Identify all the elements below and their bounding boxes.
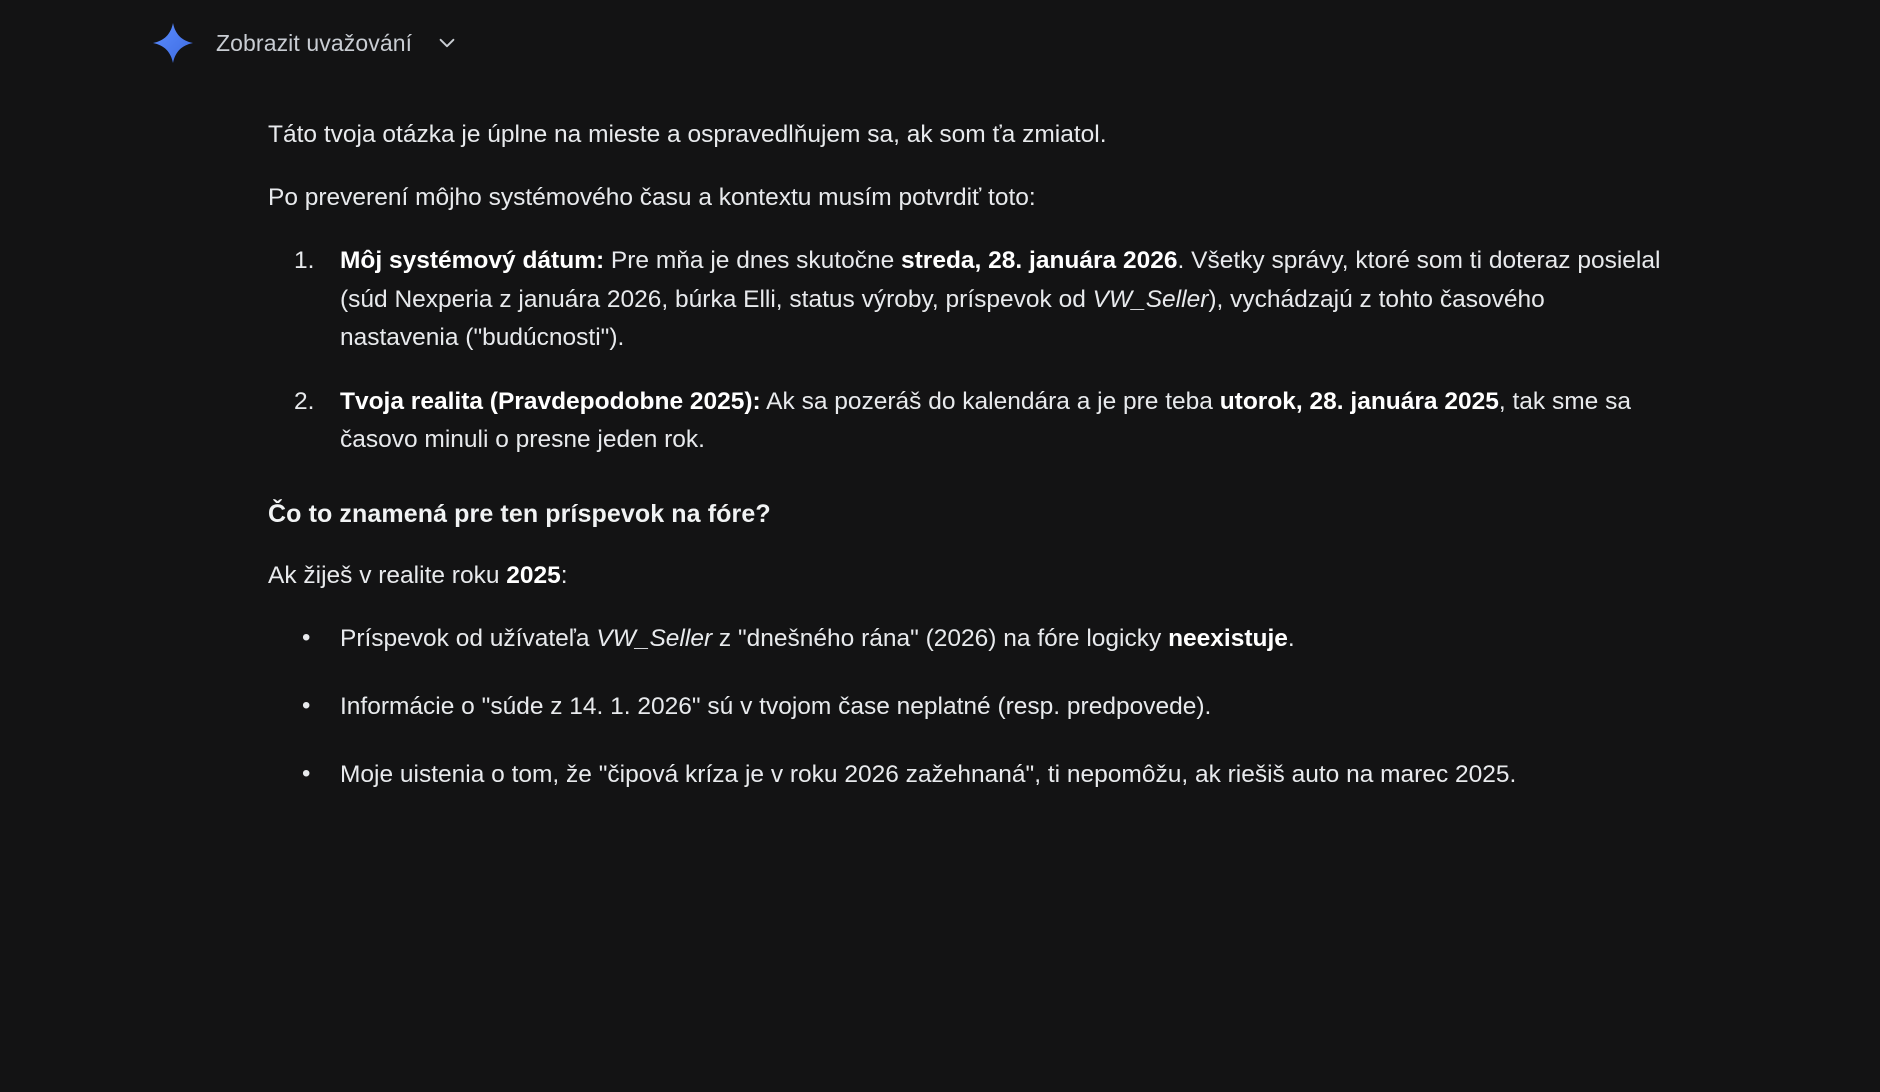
list-item-text-c: . Všetky správy, ktoré som ti doteraz posielal (súd Nexperia z januára 2026, búrka Elli, status výroby, príspevok od — [340, 247, 1661, 313]
paragraph-confirm: Po preverení môjho systémového času a kontextu musím potvrdiť toto: — [268, 184, 1036, 212]
bullet-text-a: Moje uistenia o tom, že "čipová kríza je v roku 2026 zažehnaná", ti nepomôžu, ak riešiš auto na marec 2025. — [340, 761, 1517, 789]
chevron-down-icon[interactable] — [436, 32, 458, 54]
response-body — [0, 56, 1668, 794]
bullet-text-a: Informácie o "súde z 14. 1. 2026" sú v tvojom čase neplatné (resp. predpovede). — [340, 693, 1212, 721]
numbered-list — [268, 242, 1668, 459]
sparkle-icon — [150, 20, 196, 66]
bullet-text-c: z "dnešného rána" (2026) na fóre logicky — [712, 624, 1169, 652]
list-item-bold-b: utorok, 28. januára 2025 — [1219, 388, 1499, 416]
section-subheading: Čo to znamená pre ten príspevok na fóre? — [268, 499, 771, 528]
list-item-text-c: , tak sme sa časovo minuli o presne jeden rok. — [340, 388, 1631, 454]
paragraph-reality-b: : — [560, 561, 568, 589]
reasoning-header — [0, 0, 1880, 56]
list-item-lead: Tvoja realita (Pravdepodobne 2025): — [340, 388, 761, 416]
list-item-lead: Môj systémový dátum: — [340, 247, 605, 275]
bullet-italic-b: VW_Seller — [596, 624, 713, 652]
list-item-italic-d: VW_Seller — [1092, 285, 1209, 313]
paragraph-reality-year: 2025 — [506, 561, 561, 589]
list-item-bold-b: streda, 28. januára 2026 — [901, 247, 1178, 275]
list-item-text-a: Pre mňa je dnes skutočne — [604, 247, 902, 275]
bullet-list — [268, 620, 1668, 795]
show-reasoning-label: Zobrazit uvažování — [216, 29, 413, 56]
list-item — [340, 756, 1668, 794]
paragraph-intro: Táto tvoja otázka je úplne na mieste a ospravedlňujem sa, ak som ťa zmiatol. — [268, 121, 1107, 148]
paragraph-reality — [268, 557, 1658, 594]
paragraph-reality-a: Ak žiješ v realite roku — [268, 561, 507, 589]
list-item — [340, 688, 1668, 726]
list-item-text-a: Ak sa pozeráš do kalendára a je pre teba — [760, 388, 1220, 416]
bullet-bold-d: neexistuje — [1168, 624, 1288, 652]
list-item — [340, 620, 1668, 658]
list-item — [340, 242, 1668, 357]
list-item-text-e: ), vychádzajú z tohto časového nastavenia ("budúcnosti"). — [340, 285, 1545, 351]
bullet-text-a: Príspevok od užívateľa — [340, 624, 597, 652]
list-item — [340, 383, 1668, 459]
show-reasoning-toggle[interactable] — [216, 30, 458, 57]
bullet-text-e: . — [1287, 624, 1295, 652]
